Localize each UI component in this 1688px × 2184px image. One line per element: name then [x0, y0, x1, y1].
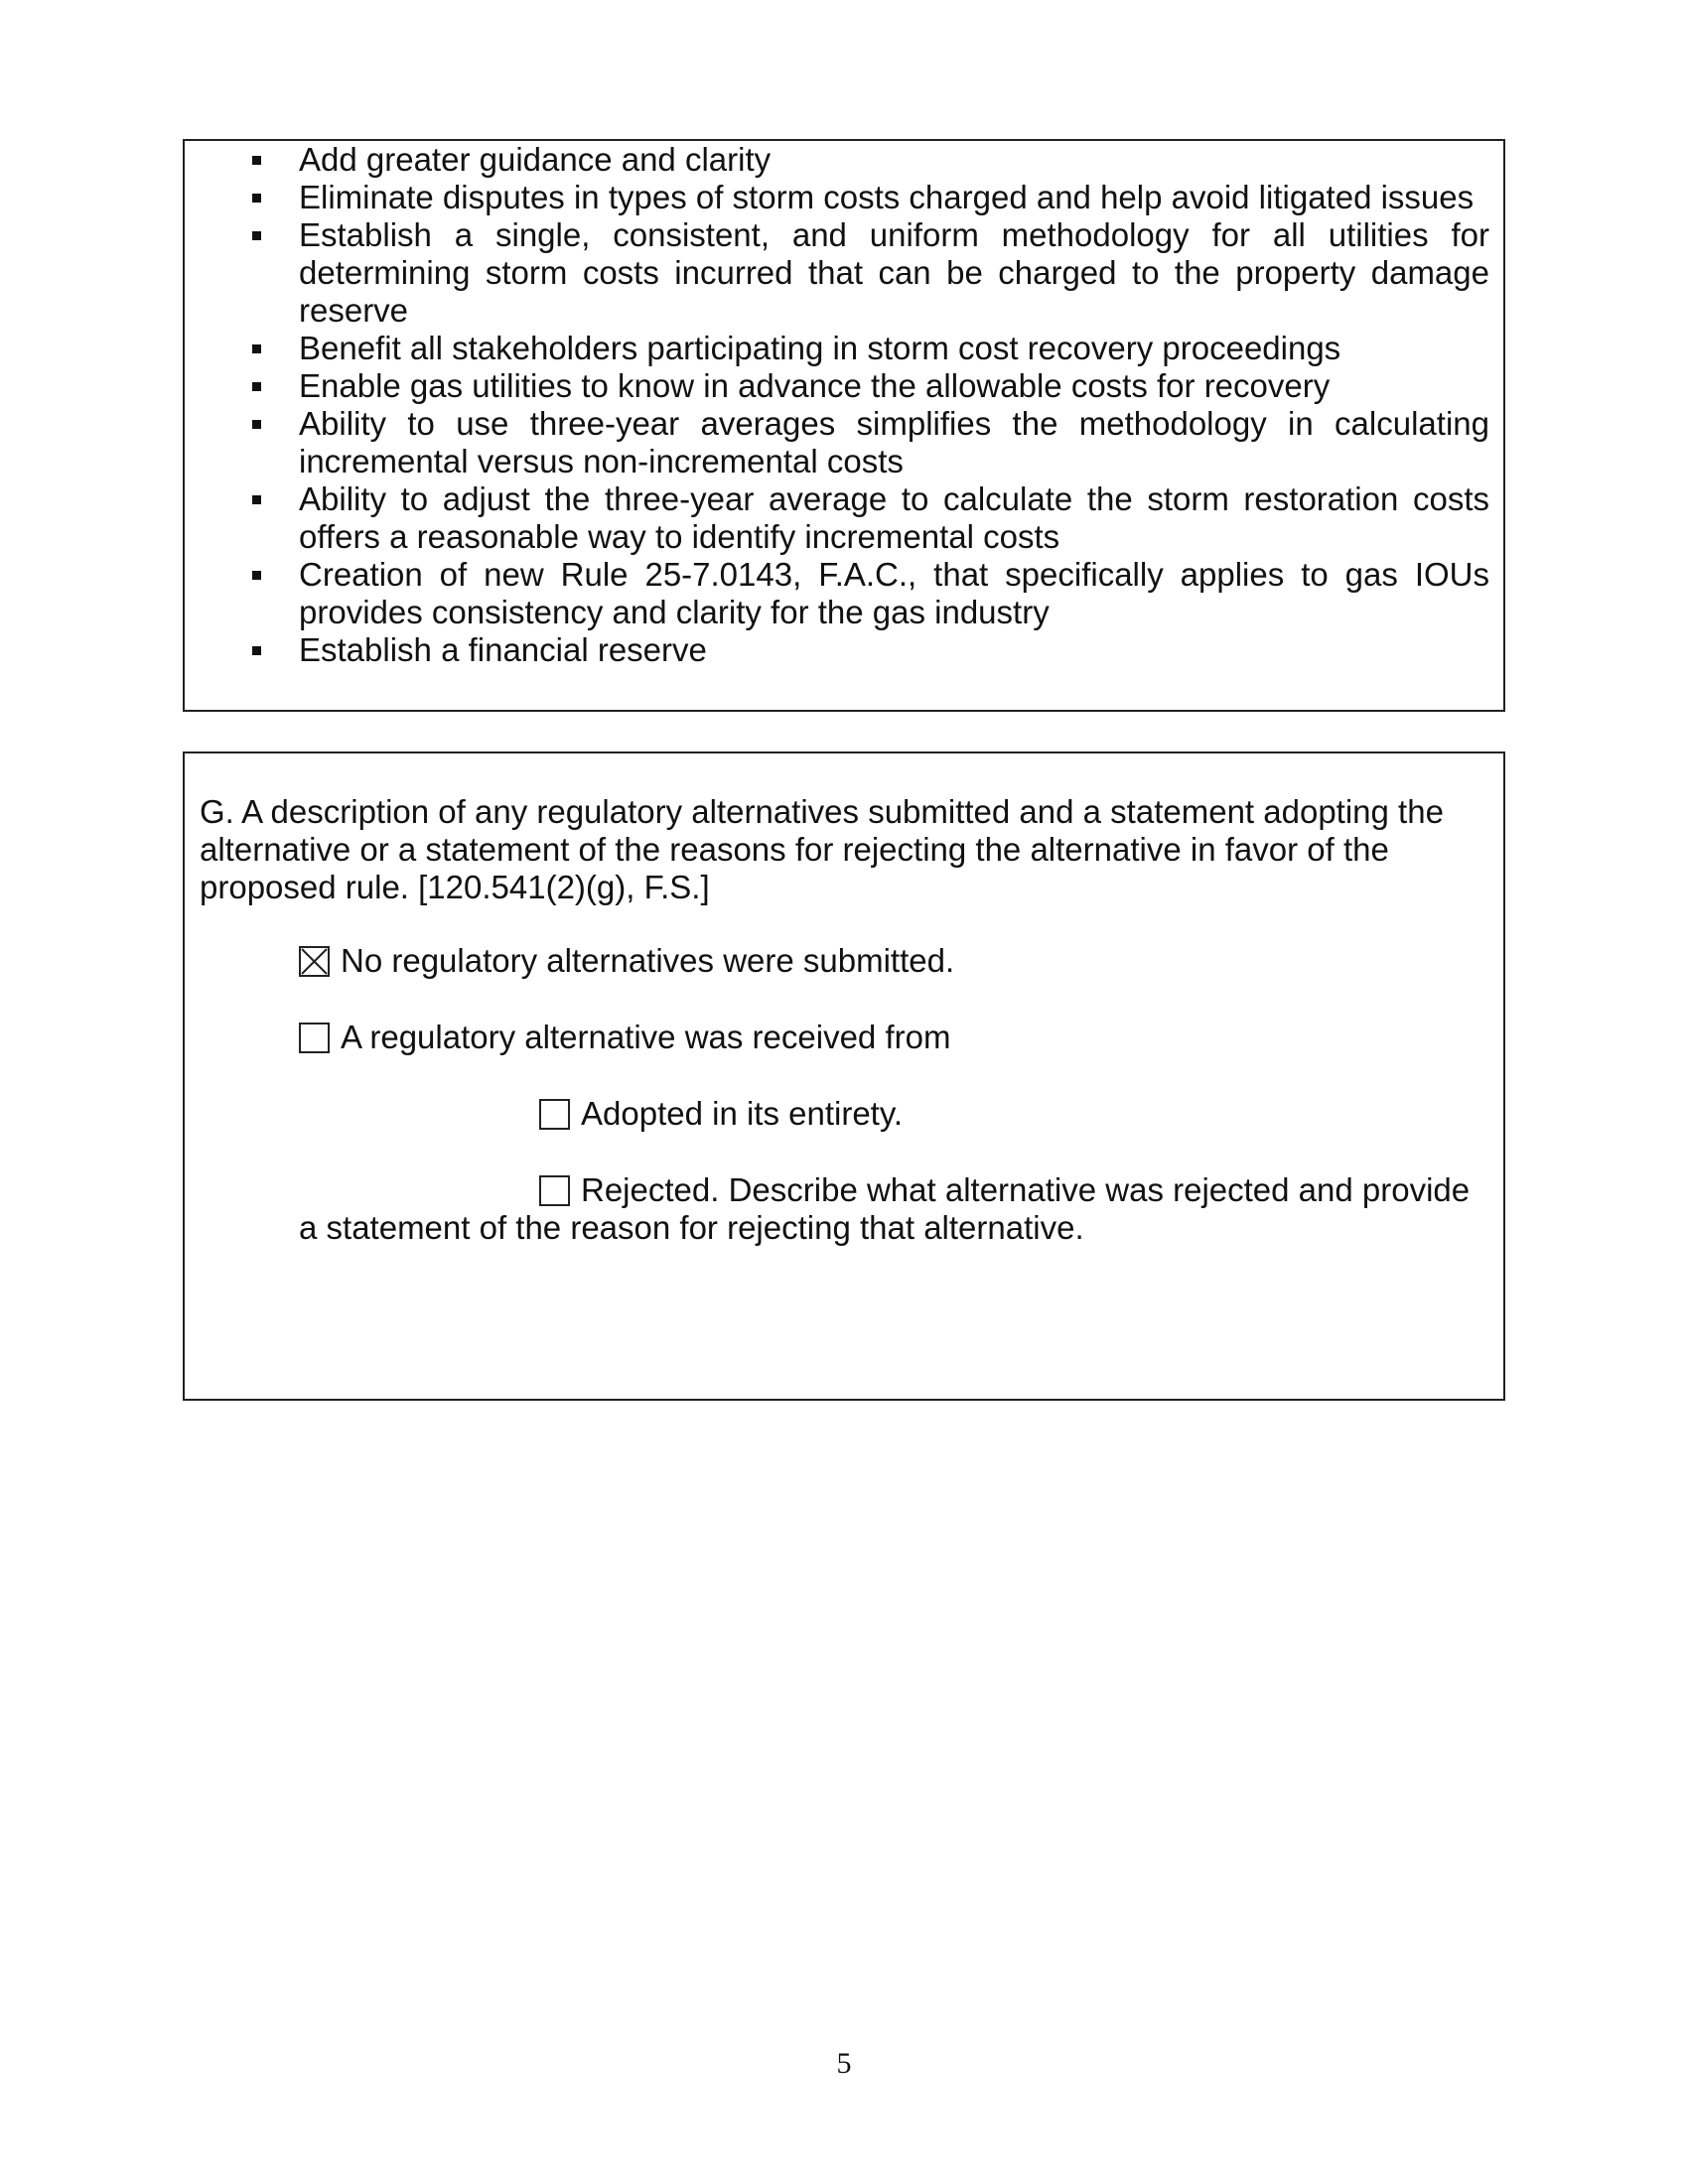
option-adopted[interactable]	[539, 1095, 903, 1133]
bullet-square-icon	[252, 646, 261, 655]
bullet-square-icon	[252, 344, 261, 353]
checkbox-unchecked-icon[interactable]	[539, 1099, 570, 1130]
option-no-alternatives[interactable]	[299, 942, 954, 980]
bullet-square-icon	[252, 194, 261, 203]
option-label: No regulatory alternatives were submitted.	[341, 942, 955, 979]
benefits-box	[183, 139, 1505, 712]
section-g-heading: G. A description of any regulatory alternatives submitted and a statement adopting the alternative or a statement of the reasons for rejecting the alternative in favor of the proposed rule. [120.541(2)(g), F.S.]	[200, 793, 1444, 905]
option-label: Rejected. Describe what alternative was rejected and provide	[581, 1171, 1471, 1208]
option-rejected[interactable]	[539, 1171, 1470, 1209]
checkbox-checked-icon[interactable]	[299, 946, 330, 977]
bullet-square-icon	[252, 420, 261, 429]
checkbox-unchecked-icon[interactable]	[299, 1023, 330, 1053]
benefits-list	[185, 141, 1503, 669]
option-alternative-received[interactable]	[299, 1019, 950, 1056]
list-item: Add greater guidance and clarity	[185, 141, 1503, 179]
list-item: Creation of new Rule 25-7.0143, F.A.C., that specifically applies to gas IOUs provides consistency and clarity for the gas industry	[185, 556, 1503, 631]
checkbox-unchecked-icon[interactable]	[539, 1175, 570, 1206]
section-g-box	[183, 751, 1505, 1401]
option-label: A regulatory alternative was received from	[341, 1019, 951, 1055]
bullet-square-icon	[252, 156, 261, 165]
bullet-square-icon	[252, 571, 261, 580]
list-item: Ability to use three-year averages simplifies the methodology in calculating incremental versus non-incremental costs	[185, 405, 1503, 480]
option-rejected-continuation: a statement of the reason for rejecting that alternative.	[299, 1209, 1084, 1246]
page-number: 5	[836, 2047, 852, 2080]
list-item: Establish a financial reserve	[185, 631, 1503, 669]
bullet-square-icon	[252, 231, 261, 240]
list-item: Eliminate disputes in types of storm costs charged and help avoid litigated issues	[185, 179, 1503, 216]
bullet-square-icon	[252, 382, 261, 391]
list-item: Ability to adjust the three-year average to calculate the storm restoration costs offers a reasonable way to identify incremental costs	[185, 480, 1503, 556]
option-label: Adopted in its entirety.	[581, 1095, 904, 1132]
bullet-square-icon	[252, 495, 261, 504]
list-item: Enable gas utilities to know in advance the allowable costs for recovery	[185, 367, 1503, 405]
list-item: Benefit all stakeholders participating in storm cost recovery proceedings	[185, 330, 1503, 367]
list-item: Establish a single, consistent, and uniform methodology for all utilities for determining storm costs incurred that can be charged to the property damage reserve	[185, 216, 1503, 330]
